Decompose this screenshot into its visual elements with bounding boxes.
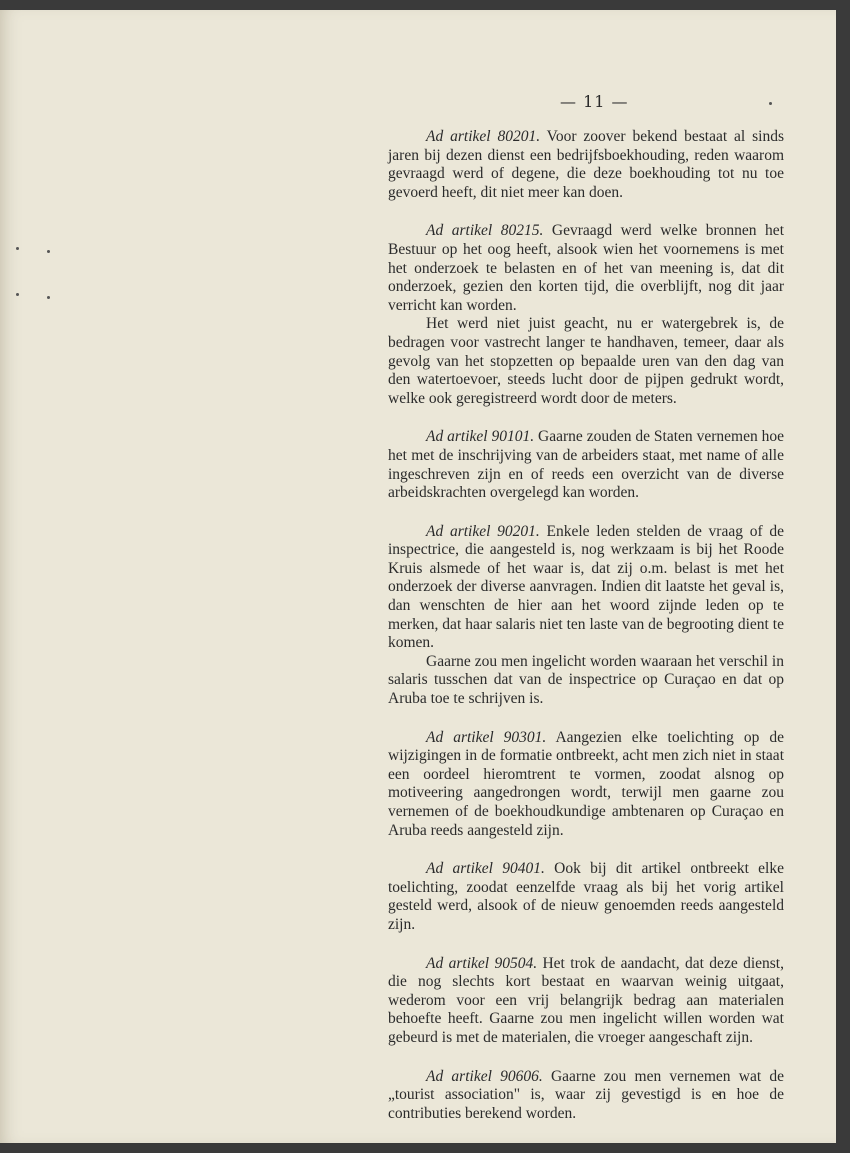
article-heading: Ad artikel 80215. — [426, 222, 544, 240]
paragraph — [388, 128, 784, 202]
article-section — [388, 955, 784, 1048]
article-heading: Ad artikel 90401. — [426, 860, 545, 878]
article-section — [388, 428, 784, 502]
paragraph-text: Ook bij dit artikel ontbreekt elke toelichting, zoodat eenzelfde vraag als bij het vorig artikel gesteld werd, alsook of de nieuw genoemden reeds aangesteld zijn. — [388, 860, 784, 933]
paragraph-text: Enkele leden stelden de vraag of de inspectrice, die aangesteld is, nog werkzaam is bij het Roode Kruis alsmede of het waar is, dat zij o.m. belast is met het onderzoek der diverse aanvragen. Indien dit laatste het geval is, dan wenschten de hier aan het woord zijnde leden op te merken, dat haar salaris niet ten laste van de begrooting dient te komen. — [388, 522, 784, 652]
margin-mark — [769, 102, 772, 105]
paragraph — [388, 315, 784, 408]
article-heading: Ad artikel 90606. — [426, 1067, 543, 1085]
margin-mark — [47, 296, 50, 299]
paragraph — [388, 955, 784, 1048]
article-section — [388, 1068, 784, 1124]
article-heading: Ad artikel 90504. — [426, 954, 538, 972]
margin-mark — [16, 247, 19, 250]
margin-mark — [16, 293, 19, 296]
paragraph-text: Gaarne zou men vernemen wat de „tourist association" is, waar zij gevestigd is en hoe de contributies berekend worden. — [388, 1067, 784, 1122]
article-heading: Ad artikel 90301. — [426, 728, 547, 746]
article-section — [388, 222, 784, 408]
paragraph-text: Het trok de aandacht, dat deze dienst, die nog slechts kort bestaat en waarvan weinig uitgaat, wederom voor een vrij belangrijk bedrag aan materialen behoefte heeft. Gaarne zou men ingelicht willen worden wat gebeurd is met de materialen, die vroeger aangeschaft zijn. — [388, 954, 784, 1046]
paragraph — [388, 428, 784, 502]
page-number: — 11 — — [560, 92, 629, 111]
article-heading: Ad artikel 90101. — [426, 428, 535, 446]
paragraph — [388, 860, 784, 934]
paragraph-text: Gaarne zouden de Staten vernemen hoe het met de inschrijving van de arbeiders staat, met name of alle ingeschreven zijn en of reeds een overzicht van de diverse arbeidskrachten overgelegd kan worden. — [388, 428, 784, 502]
article-section — [388, 128, 784, 202]
paragraph-text: Gevraagd werd welke bronnen het Bestuur op het oog heeft, alsook wien het voornemens is met het onderzoek te belasten en of het van meening is, dat dit onderzoek, gezien den korten tijd, die overblijft, nog dit jaar verricht kan worden. — [388, 222, 784, 314]
body-text — [388, 128, 784, 1143]
article-section — [388, 523, 784, 709]
document-page — [0, 10, 836, 1143]
paragraph — [388, 729, 784, 841]
article-section — [388, 729, 784, 841]
paragraph-text: Aangezien elke toelichting op de wijzigingen in de formatie ontbreekt, acht men zich niet in staat een oordeel hieromtrent te vormen, zoodat alsnog op motiveering aangedrongen wordt, terwijl men gaarne zou vernemen of de boekhoudkundige ambtenaren op Curaçao en Aruba reeds aangesteld zijn. — [388, 728, 784, 839]
article-heading: Ad artikel 80201. — [426, 128, 541, 145]
margin-mark — [47, 250, 50, 253]
paragraph — [388, 222, 784, 315]
article-heading: Ad artikel 90201. — [426, 522, 540, 540]
paragraph — [388, 523, 784, 653]
paragraph-text: Voor zoover bekend bestaat al sinds jaren bij dezen dienst een bedrijfsboekhouding, reden waarom gevraagd werd of degene, die deze boekhouding tot nu toe gevoerd heeft, dit niet meer kan doen. — [388, 128, 784, 201]
paragraph — [388, 653, 784, 709]
paragraph-text: Het werd niet juist geacht, nu er watergebrek is, de bedragen voor vastrecht langer te handhaven, temeer, daar als gevolg van het stopzetten op bepaalde uren van den dag van den watertoevoer, steeds lucht door de pijpen gedrukt wordt, welke ook geregistreerd wordt door de meters. — [388, 315, 784, 407]
paragraph-text: Gaarne zou men ingelicht worden waaraan het verschil in salaris tusschen dat van de inspectrice op Curaçao en dat op Aruba toe te schrijven is. — [388, 652, 784, 708]
article-section — [388, 860, 784, 934]
paragraph — [388, 1068, 784, 1124]
